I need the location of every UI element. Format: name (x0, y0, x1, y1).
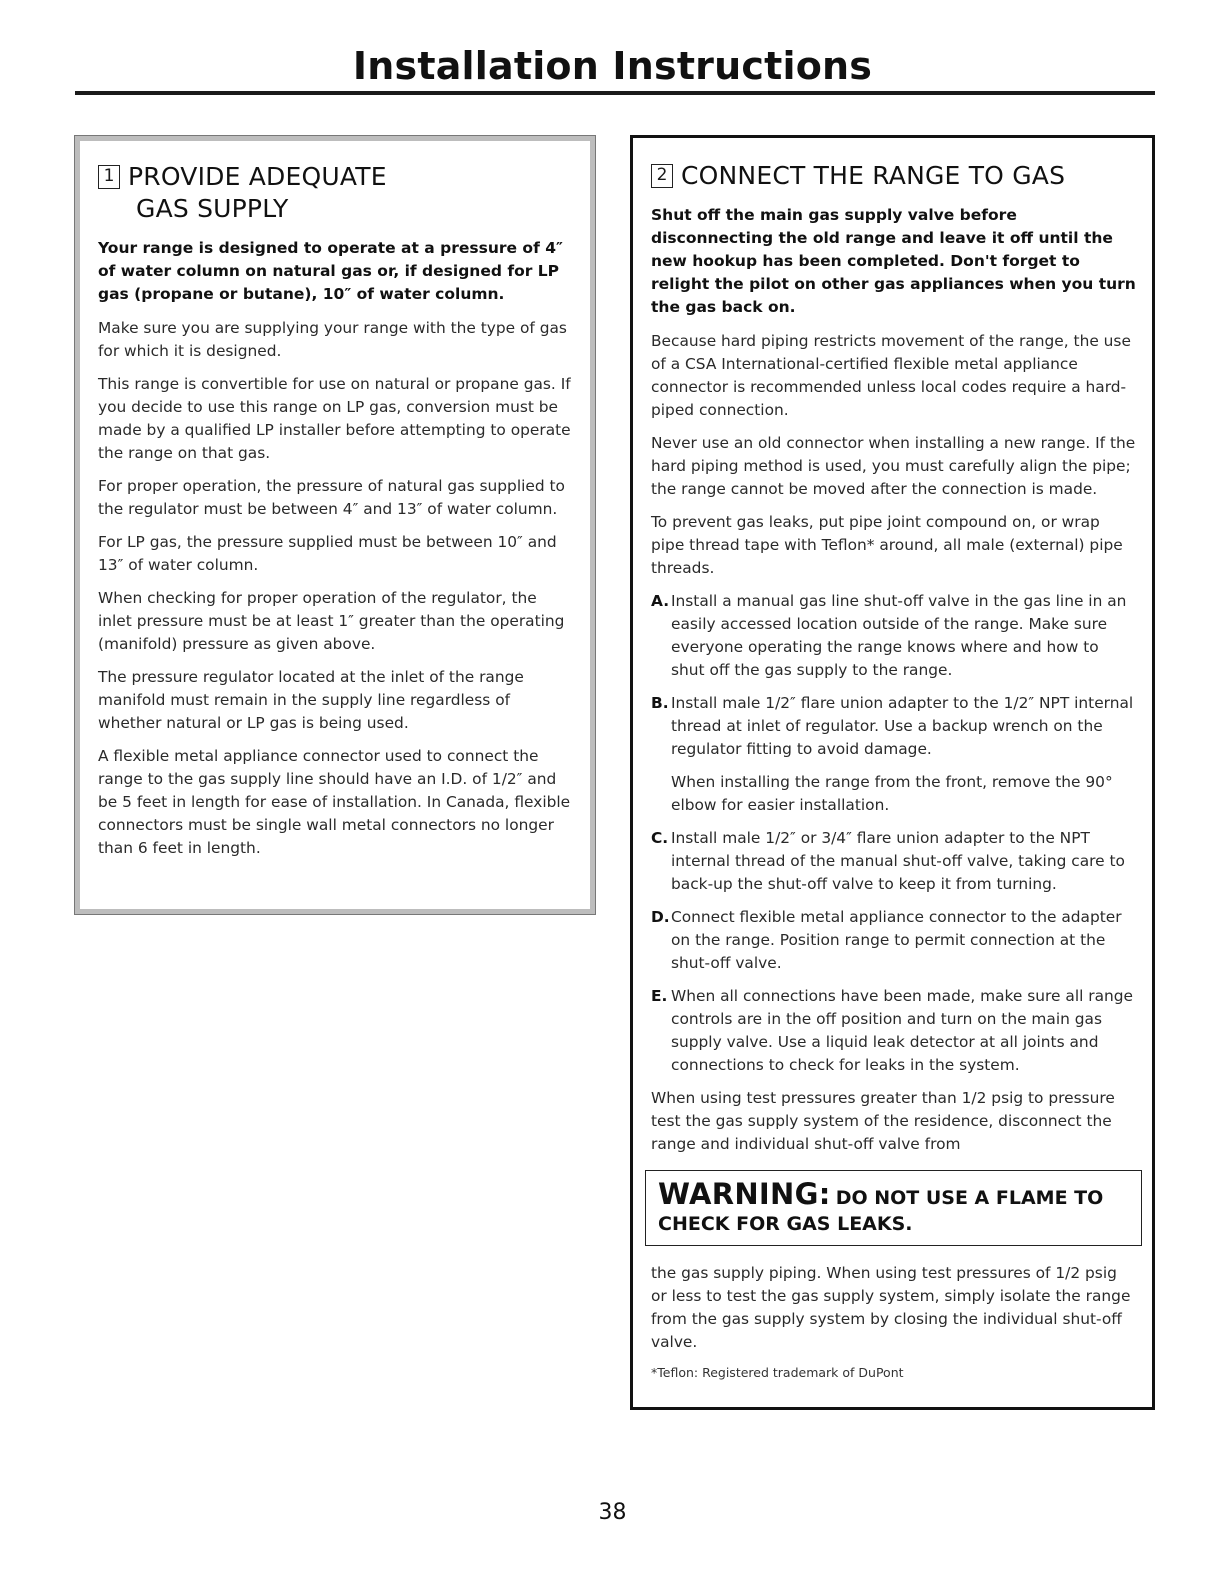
section2-paragraph: Never use an old connector when installing a new range. If the hard piping method is used, you must carefully align the pipe; the range cannot be moved after the connection is made. (651, 434, 1136, 498)
test-pressure-text-before: When using test pressures greater than 1/2 psig to pressure test the gas supply system of the residence, disconnect the range and individual shut-off valve from (651, 1089, 1115, 1153)
step-text: When all connections have been made, make sure all range controls are in the off position and turn on the main gas supply valve. Use a liquid leak detector at all joints and connections to check for leaks in the system. (671, 987, 1134, 1074)
step-letter: C. (651, 829, 669, 847)
section1-title-line1: PROVIDE ADEQUATE (128, 162, 387, 191)
section1-intro: Your range is designed to operate at a pressure of 4″ of water column on natural gas or, if designed for LP gas (propane or butane), 10″ of water column. (98, 239, 563, 303)
section-provide-gas-supply (74, 135, 596, 915)
section1-title-line2: GAS SUPPLY (136, 194, 289, 223)
section2-intro: Shut off the main gas supply valve before disconnecting the old range and leave it off until the new hookup has been completed. Don't forget to relight the pilot on other gas appliances when you turn the gas back on. (651, 206, 1136, 316)
step-d (651, 906, 1136, 975)
section1-paragraph: A flexible metal appliance connector used to connect the range to the gas supply line should have an I.D. of 1/2″ and be 5 feet in length for ease of installation. In Canada, flexible connectors must be single wall metal connectors no longer than 6 feet in length. (98, 747, 571, 857)
section2-paragraph: To prevent gas leaks, put pipe joint compound on, or wrap pipe thread tape with Teflon* around, all male (external) pipe threads. (651, 513, 1123, 577)
section1-paragraph: Make sure you are supplying your range with the type of gas for which it is designed. (98, 319, 567, 360)
page-number: 38 (598, 1500, 627, 1525)
step-c (651, 827, 1136, 896)
title-rule (75, 91, 1155, 95)
warning-text: DO NOT USE A FLAME TO (835, 1187, 1104, 1209)
step-a (651, 590, 1136, 682)
section2-title: CONNECT THE RANGE TO GAS (681, 161, 1066, 190)
test-pressure-text-after: the gas supply piping. When using test pressures of 1/2 psig or less to test the gas supply system, simply isolate the range from the gas supply system by closing the individual shut-off valve. (651, 1264, 1131, 1351)
step-e (651, 985, 1136, 1077)
step-b (651, 692, 1136, 761)
step-text: Install male 1/2″ flare union adapter to the 1/2″ NPT internal thread at inlet of regulator. Use a backup wrench on the regulator fitting to avoid damage. (671, 694, 1134, 758)
step-b-note: When installing the range from the front, remove the 90° elbow for easier installation. (671, 773, 1113, 814)
step-letter: B. (651, 694, 669, 712)
section1-paragraph: This range is convertible for use on natural or propane gas. If you decide to use this range on LP gas, conversion must be made by a qualified LP installer before attempting to operate the range on that gas. (98, 375, 571, 462)
step-text: Connect flexible metal appliance connector to the adapter on the range. Position range to permit connection at the shut-off valve. (671, 908, 1122, 972)
section1-paragraph: For LP gas, the pressure supplied must be between 10″ and 13″ of water column. (98, 533, 557, 574)
section-connect-range-to-gas (630, 135, 1155, 1410)
warning-label: WARNING: (658, 1177, 831, 1211)
page-title: Installation Instructions (352, 44, 873, 88)
section1-number: 1 (98, 165, 120, 189)
section1-paragraph: The pressure regulator located at the inlet of the range manifold must remain in the supply line regardless of whether natural or LP gas is being used. (98, 668, 524, 732)
step-letter: A. (651, 592, 670, 610)
warning-box (645, 1170, 1142, 1246)
step-letter: E. (651, 987, 668, 1005)
section2-number: 2 (651, 164, 673, 188)
teflon-footnote: *Teflon: Registered trademark of DuPont (651, 1365, 904, 1380)
section1-paragraph: For proper operation, the pressure of natural gas supplied to the regulator must be between 4″ and 13″ of water column. (98, 477, 565, 518)
warning-text-line2: CHECK FOR GAS LEAKS. (658, 1213, 913, 1235)
section1-header (98, 161, 574, 225)
section2-paragraph: Because hard piping restricts movement of the range, the use of a CSA International-certified flexible metal appliance connector is recommended unless local codes require a hard-piped connection. (651, 332, 1131, 419)
step-text: Install male 1/2″ or 3/4″ flare union adapter to the NPT internal thread of the manual shut-off valve, taking care to back-up the shut-off valve to keep it from turning. (671, 829, 1125, 893)
step-letter: D. (651, 908, 670, 926)
step-text: Install a manual gas line shut-off valve in the gas line in an easily accessed location outside of the range. Make sure everyone operating the range knows where and how to shut off the gas supply to the range. (671, 592, 1127, 679)
section2-header (651, 160, 1136, 192)
section1-paragraph: When checking for proper operation of the regulator, the inlet pressure must be at least 1″ greater than the operating (manifold) pressure as given above. (98, 589, 565, 653)
